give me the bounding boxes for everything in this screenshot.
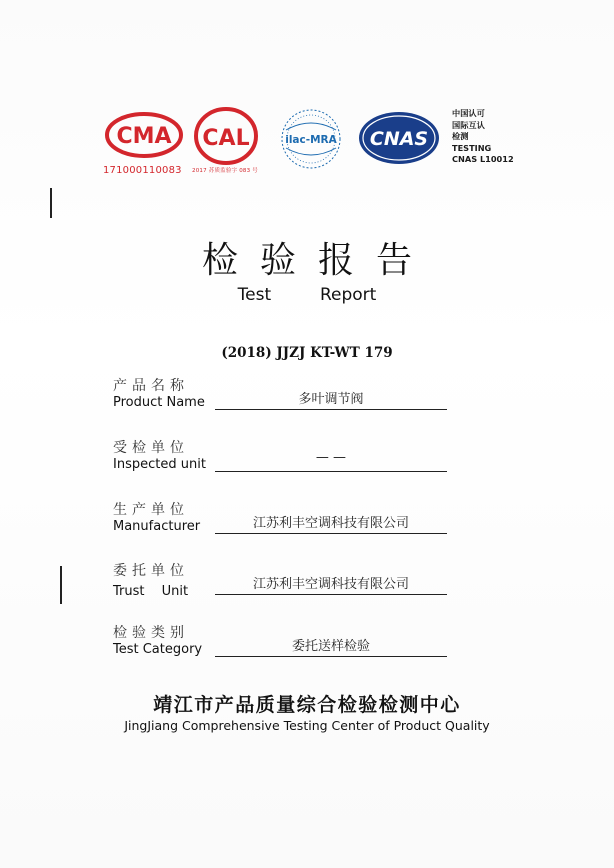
field-underline [215, 594, 447, 595]
cma-number: 171000110083 [103, 165, 182, 176]
cal-seal-icon [193, 106, 259, 166]
cal-caption: 2017 苏质监验字 083 号 [192, 168, 258, 174]
field-value: 委托送样检验 [291, 639, 370, 654]
field-underline [215, 409, 447, 410]
field-label-cn: 产品名称 [113, 378, 189, 394]
field-label-en: Manufacturer [113, 519, 201, 534]
cnas-accreditation-label [452, 108, 514, 166]
cma-seal-icon [104, 110, 184, 160]
field-value: 多叶调节阀 [298, 392, 364, 407]
cnas-line-2: 国际互认 [452, 119, 485, 130]
ilac-mra-text: ilac-MRA [285, 134, 337, 146]
field-underline [215, 471, 447, 472]
field-label-cn: 生产单位 [113, 502, 189, 518]
cnas-logo-icon [357, 110, 441, 166]
field-product-name [113, 375, 453, 415]
organization-name-en: JingJiang Comprehensive Testing Center of Product Quality [124, 718, 490, 733]
cma-seal-text: CMA [116, 124, 172, 149]
report-number: (2018) JJZJ KT-WT 179 [221, 345, 393, 361]
title-en-word-test: Test [237, 285, 272, 305]
field-underline [215, 533, 447, 534]
cal-seal-text: CAL [202, 126, 250, 151]
report-title-en [0, 285, 614, 305]
organization-name-cn: 靖江市产品质量综合检验检测中心 [153, 694, 461, 716]
field-label-en: Test Category [113, 642, 203, 657]
field-underline [215, 656, 447, 657]
field-label-cn: 受检单位 [113, 440, 189, 456]
cnas-line-4: TESTING [452, 142, 492, 153]
field-manufacturer [113, 499, 453, 539]
report-title-cn: 检验报告 [201, 240, 434, 281]
field-label-cn: 委托单位 [113, 563, 189, 579]
scan-mark-top [50, 188, 52, 218]
field-trust-unit [113, 560, 453, 600]
field-label-en: Trust Unit [113, 584, 189, 599]
cnas-line-5: CNAS L10012 [452, 154, 514, 164]
field-label-cn: 检验类别 [113, 625, 189, 641]
field-value: — — [315, 450, 347, 465]
cnas-logo-text: CNAS [369, 128, 429, 150]
field-label-en: Inspected unit [113, 457, 206, 472]
scan-mark-bottom [60, 566, 62, 604]
ilac-mra-icon [276, 108, 346, 170]
title-en-word-report: Report [319, 285, 377, 305]
cnas-line-1: 中国认可 [452, 108, 485, 118]
field-value: 江苏利丰空调科技有限公司 [252, 577, 409, 592]
field-test-category [113, 622, 453, 662]
cnas-line-3: 检测 [452, 131, 469, 141]
field-inspected-unit [113, 437, 453, 477]
field-label-en: Product Name [113, 395, 205, 410]
field-value: 江苏利丰空调科技有限公司 [252, 516, 409, 531]
